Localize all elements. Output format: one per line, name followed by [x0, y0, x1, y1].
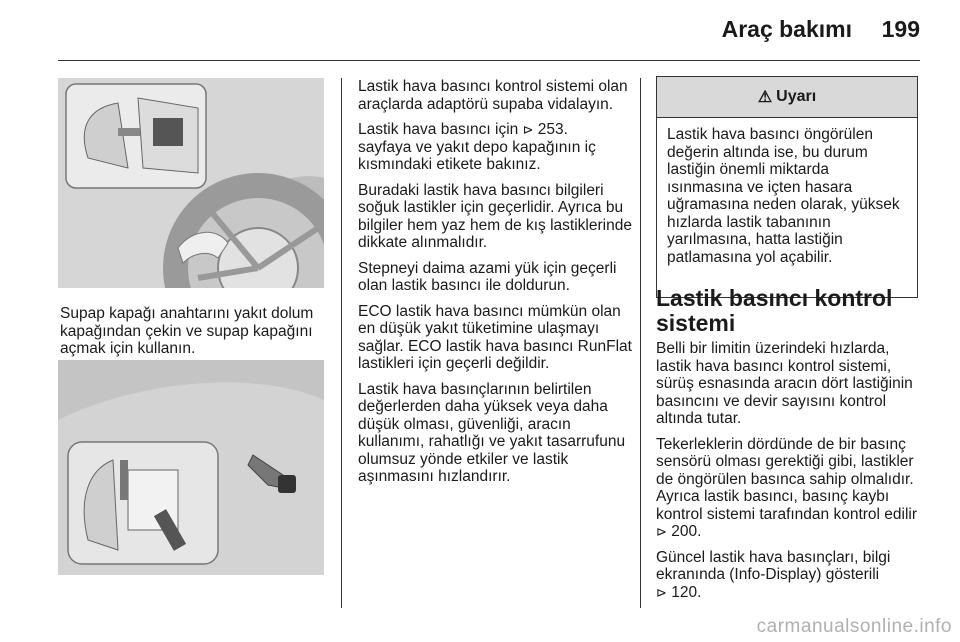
paragraph: Lastik hava basınçlarının belirtilen değerlerden daha yüksek veya daha düşük olması, güvenliği, aracın kullanımı, rahatlığı ve yakıt tasarrufunu olumsuz yönde etkiler ve lastik aşınmasını hızlandırır. [358, 380, 626, 485]
watermark: carmanualsonline.info [756, 616, 952, 637]
paragraph: Buradaki lastik hava basıncı bilgileri soğuk lastikler için geçerlidir. Ayrıca bu bilgiler hem yaz hem de kış lastiklerinde dikkate alınmalıdır. [358, 181, 632, 251]
paragraph-text: Tekerleklerin dördünde de bir basınç sensörü olması gerektiği gibi, lastikler de öngörülen basınca sahip olmalıdır. Ayrıca lastik basıncı, basınç kaybı kontrol sistemi tarafından kontrol edilir [656, 435, 918, 523]
page-number: 199 [881, 16, 920, 42]
column-divider-left [341, 78, 342, 608]
header-divider [58, 60, 920, 61]
warning-text: Lastik hava basıncı öngörülen değerin altında ise, bu durum lastiğin önemli miktarda ısınmasına ve içten hasara uğramasına neden olarak, yüksek hızlarda lastik tabanının yarılmasına, hatta lastiğin patlamasına yol açabilir. [667, 126, 900, 266]
section-text [656, 340, 928, 609]
illustration-caption: Supap kapağı anahtarını yakıt dolum kapağından çekin ve supap kapağını açmak için kullanın. [60, 305, 314, 357]
paragraph [656, 436, 928, 541]
warning-triangle-icon: ⚠ [757, 89, 773, 106]
valve-cap-illustration [58, 360, 324, 575]
paragraph: Stepneyi daima azami yük için geçerli olan lastik basıncı ile doldurun. [358, 259, 617, 294]
paragraph: Lastik hava basıncı kontrol sistemi olan araçlarda adaptörü supaba vidalayın. [358, 78, 628, 113]
warning-box [656, 76, 918, 298]
paragraph-text: Lastik hava basıncı için [358, 121, 519, 138]
page-ref-arrow-icon: ⊳ [522, 122, 534, 137]
page-reference-link[interactable]: 120. [671, 583, 702, 601]
paragraph: ECO lastik hava basıncı mümkün olan en düşük yakıt tüketimine ulaşmayı sağlar. ECO lastik hava basıncı RunFlat lastikleri için geçerli değildir. [358, 302, 632, 372]
page-ref-arrow-icon: ⊳ [656, 584, 667, 600]
paragraph-text: Güncel lastik hava basınçları, bilgi ekranında (Info-Display) gösterili [656, 548, 891, 583]
warning-title: Uyarı [776, 88, 817, 105]
middle-column-text [358, 78, 633, 494]
section-heading: Lastik basıncı kontrol sistemi [656, 285, 893, 336]
page-header-title: Araç bakımı [721, 16, 852, 42]
paragraph [656, 549, 928, 602]
page-reference-link[interactable]: 253. [537, 121, 568, 138]
page-reference-link[interactable]: 200. [671, 523, 702, 540]
column-divider-right [640, 78, 641, 608]
tire-adaptor-illustration [58, 78, 324, 288]
warning-header [657, 77, 917, 118]
paragraph [358, 121, 633, 174]
page-ref-arrow-icon: ⊳ [656, 524, 667, 539]
paragraph-text: sayfaya ve yakıt depo kapağının iç kısmındaki etikete bakınız. [358, 138, 596, 173]
paragraph: Belli bir limitin üzerindeki hızlarda, lastik hava basıncı kontrol sistemi, sürüş esnasında aracın dört lastiğinin basıncını ve devir sayısını kontrol altında tutar. [656, 340, 913, 427]
